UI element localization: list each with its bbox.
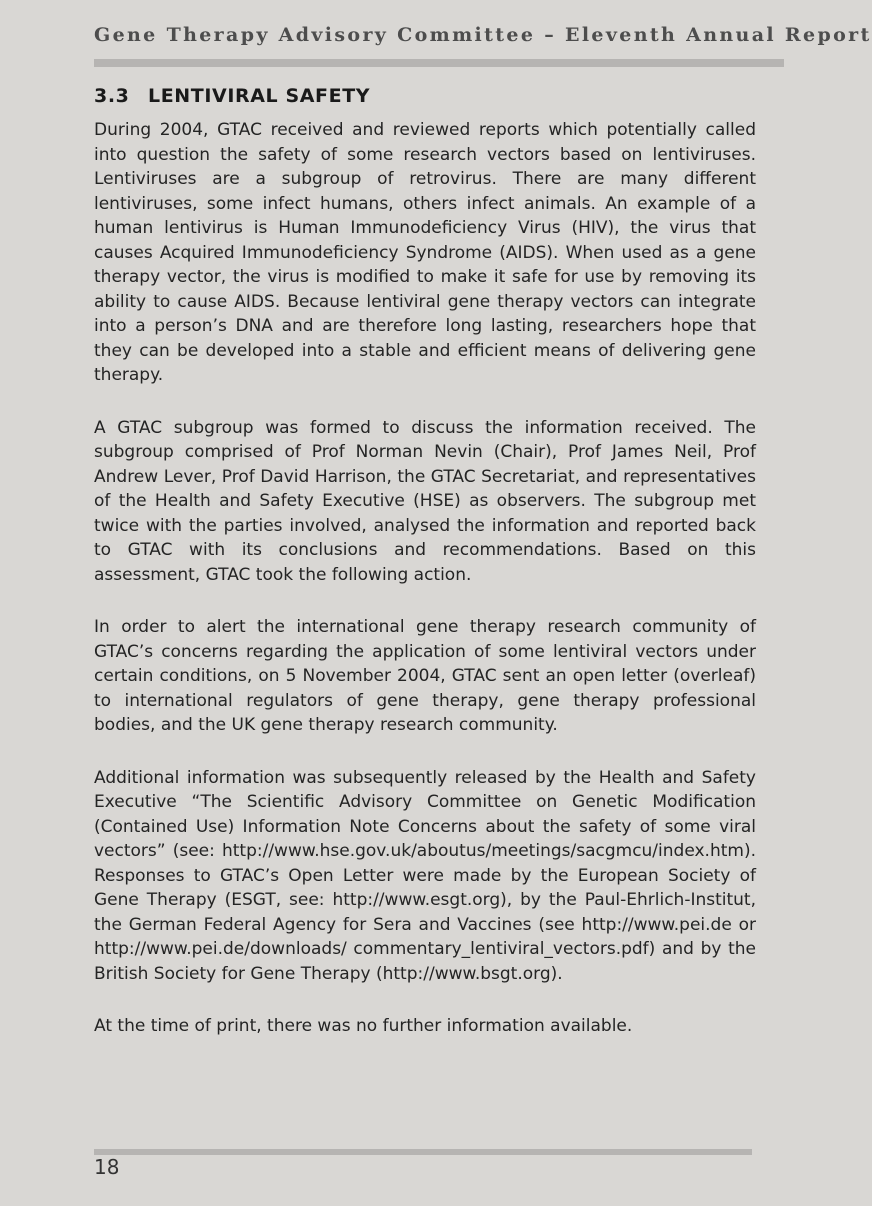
section-number: 3.3 [94,85,130,107]
footer-divider [94,1149,752,1155]
paragraph-open-letter: In order to alert the international gene therapy research community of GTAC’s concerns regarding the application of some lentiviral vectors under certain conditions, on 5 November 2004, GTAC sent an open letter (overleaf) to international regulators of gene therapy, gene therapy professional bodies, and the UK gene therapy research community. [94,617,756,735]
running-header: Gene Therapy Advisory Committee – Eleventh Annual Report [94,24,872,46]
page-number: 18 [94,1155,120,1179]
section-heading [94,85,754,107]
header-divider [94,59,784,67]
paragraph-lentivirus-overview: During 2004, GTAC received and reviewed reports which potentially called into question the safety of some research vectors based on lentiviruses. Lentiviruses are a subgroup of retrovirus. There are many different lentiviruses, some infect humans, others infect animals. An example of a human lentivirus is Human Immunodeficiency Virus (HIV), the virus that causes Acquired Immunodeficiency Syndrome (AIDS). When used as a gene therapy vector, the virus is modified to make it safe for use by removing its ability to cause AIDS. Because lentiviral gene therapy vectors can integrate into a person’s DNA and are therefore long lasting, researchers hope that they can be developed into a stable and efficient means of delivering gene therapy. [94,120,756,385]
section-title: LENTIVIRAL SAFETY [148,85,371,107]
section-body [94,118,756,1067]
paragraph-closing-note: At the time of print, there was no further information available. [94,1016,633,1036]
paragraph-additional-information: Additional information was subsequently released by the Health and Safety Executive “The Scientific Advisory Committee on Genetic Modification (Contained Use) Information Note Concerns about the safety of some viral vectors” (see: http://www.hse.gov.uk/aboutus/meetings/sacgmcu/index.htm). Responses to GTAC’s Open Letter were made by the European Society of Gene Therapy (ESGT, see: http://www.esgt.org), by the Paul-Ehrlich-Institut, the German Federal Agency for Sera and Vaccines (see http://www.pei.de or http://www.pei.de/downloads/ commentary_lentiviral_vectors.pdf) and by the British Society for Gene Therapy (http://www.bsgt.org). [94,767,756,984]
paragraph-subgroup-formation: A GTAC subgroup was formed to discuss the information received. The subgroup comprised of Prof Norman Nevin (Chair), Prof James Neil, Prof Andrew Lever, Prof David Harrison, the GTAC Secretariat, and representatives of the Health and Safety Executive (HSE) as observers. The subgroup met twice with the parties involved, analysed the information and reported back to GTAC with its conclusions and recommendations. Based on this assessment, GTAC took the following action. [94,417,756,585]
